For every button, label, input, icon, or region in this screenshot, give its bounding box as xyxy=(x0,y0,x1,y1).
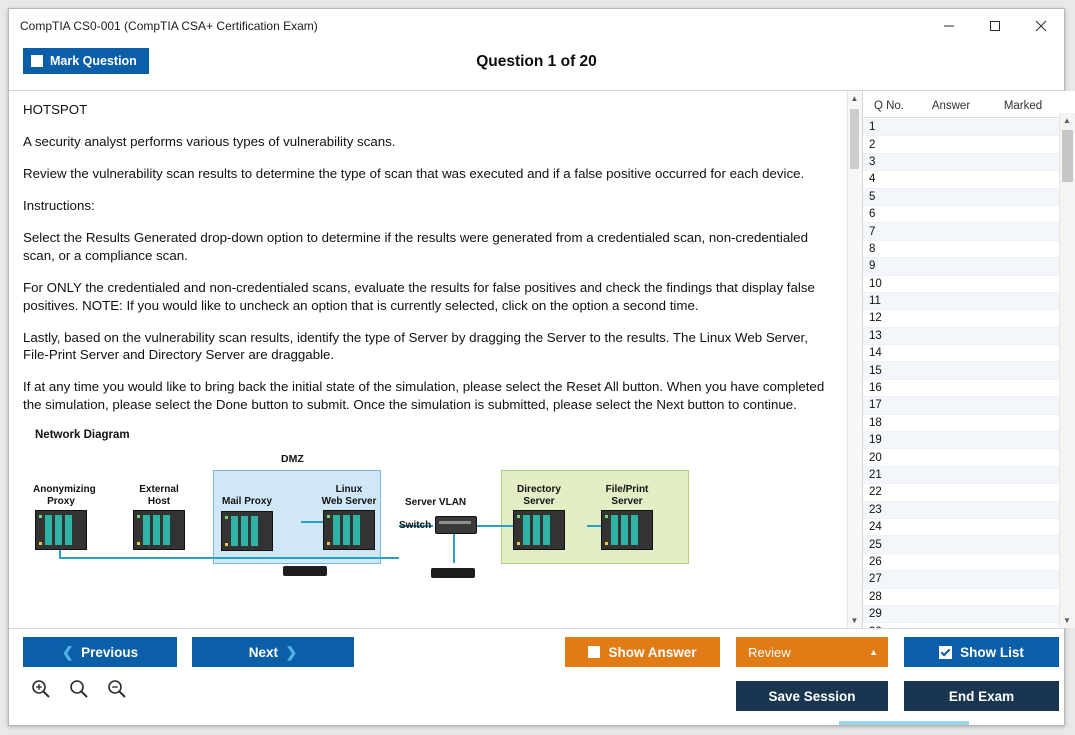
table-row[interactable] xyxy=(863,397,1060,414)
table-row[interactable] xyxy=(863,449,1060,466)
cell-qno: 9 xyxy=(869,260,876,273)
diagram-node-directory-server[interactable] xyxy=(511,484,567,550)
cell-qno: 18 xyxy=(869,416,882,429)
question-paragraph-1: A security analyst performs various types of vulnerability scans. xyxy=(23,133,396,149)
question-paragraph-5: For ONLY the credentialed and non-credentialed scans, evaluate the results for false positives and check the findings that display false positives. NOTE: If you would like to uncheck an option that is currently selected, click on the option a second time. xyxy=(23,279,815,313)
minimize-icon[interactable] xyxy=(926,10,972,42)
show-answer-label: Show Answer xyxy=(608,644,697,660)
server-icon xyxy=(35,510,87,550)
node-label-linux-web-server: Linux Web Server xyxy=(321,484,377,507)
diagram-node-linux-web-server[interactable] xyxy=(321,484,377,550)
table-row[interactable] xyxy=(863,258,1060,275)
save-session-button[interactable] xyxy=(736,681,888,711)
cell-qno: 24 xyxy=(869,521,882,534)
question-list-rows[interactable] xyxy=(863,119,1060,628)
cell-qno: 19 xyxy=(869,434,882,447)
zoom-out-icon[interactable] xyxy=(107,679,127,704)
table-row[interactable] xyxy=(863,502,1060,519)
cell-qno: 17 xyxy=(869,399,882,412)
exam-window xyxy=(8,8,1071,726)
table-row[interactable] xyxy=(863,432,1060,449)
cell-qno: 13 xyxy=(869,329,882,342)
dmz-label: DMZ xyxy=(281,453,304,466)
content-scroll-down-icon[interactable]: ▼ xyxy=(850,616,859,625)
table-row[interactable] xyxy=(863,276,1060,293)
cell-qno: 3 xyxy=(869,155,876,168)
content-scroll-up-icon[interactable]: ▲ xyxy=(850,94,859,103)
table-row[interactable] xyxy=(863,154,1060,171)
table-row[interactable] xyxy=(863,519,1060,536)
zoom-controls xyxy=(31,679,127,704)
cell-qno: 15 xyxy=(869,364,882,377)
review-label: Review xyxy=(748,644,791,660)
diagram-node-mail-proxy[interactable] xyxy=(219,496,275,551)
column-header-marked: Marked xyxy=(1003,100,1043,112)
previous-button[interactable] xyxy=(23,637,177,667)
cell-qno: 6 xyxy=(869,208,876,221)
cell-qno: 26 xyxy=(869,555,882,568)
end-exam-label: End Exam xyxy=(948,688,1015,704)
chevron-down-icon: ▲ xyxy=(869,647,878,657)
show-answer-button[interactable] xyxy=(565,637,720,667)
node-label-external-host: External Host xyxy=(139,484,179,507)
column-header-qno: Q No. xyxy=(873,100,905,112)
title-bar xyxy=(9,9,1064,42)
question-paragraph-3: Instructions: xyxy=(23,197,95,213)
qlist-scroll-down-icon[interactable]: ▼ xyxy=(1063,616,1071,625)
cell-qno: 20 xyxy=(869,451,882,464)
chevron-left-icon: ❮ xyxy=(61,643,74,660)
diagram-line xyxy=(453,533,455,563)
table-row[interactable] xyxy=(863,241,1060,258)
content-scrollbar[interactable] xyxy=(847,91,862,628)
diagram-node-external-host[interactable] xyxy=(131,484,187,550)
table-row[interactable] xyxy=(863,206,1060,223)
mark-question-label: Mark Question xyxy=(50,54,137,68)
laptop-icon xyxy=(431,568,475,578)
qlist-scroll-thumb[interactable] xyxy=(1062,130,1073,182)
cell-qno: 25 xyxy=(869,538,882,551)
show-answer-checkbox[interactable] xyxy=(588,646,600,658)
table-row[interactable] xyxy=(863,171,1060,188)
cell-qno: 23 xyxy=(869,503,882,516)
show-list-checkbox[interactable] xyxy=(939,646,952,659)
diagram-line xyxy=(59,557,399,559)
server-icon xyxy=(221,511,273,551)
table-row[interactable] xyxy=(863,328,1060,345)
node-label-anonymizing-proxy: Anonymizing Proxy xyxy=(33,484,96,507)
next-label: Next xyxy=(248,644,278,660)
chevron-right-icon: ❯ xyxy=(285,643,298,660)
table-row[interactable] xyxy=(863,536,1060,553)
question-list-panel xyxy=(862,91,1075,628)
review-dropdown[interactable] xyxy=(736,637,888,667)
node-label-mail-proxy: Mail Proxy xyxy=(221,496,273,508)
table-row[interactable] xyxy=(863,293,1060,310)
table-row[interactable] xyxy=(863,189,1060,206)
network-diagram xyxy=(23,428,833,598)
table-row[interactable] xyxy=(863,415,1060,432)
laptop-icon xyxy=(283,566,327,576)
server-icon xyxy=(601,510,653,550)
table-row[interactable] xyxy=(863,484,1060,501)
page-title: Question 1 of 20 xyxy=(476,53,597,70)
table-row[interactable] xyxy=(863,136,1060,153)
show-list-label: Show List xyxy=(960,644,1024,660)
cell-qno: 11 xyxy=(869,295,881,308)
diagram-node-file-print-server[interactable] xyxy=(599,484,655,550)
show-list-button[interactable] xyxy=(904,637,1059,667)
cell-qno: 16 xyxy=(869,382,882,395)
previous-label: Previous xyxy=(81,644,139,660)
table-row[interactable] xyxy=(863,554,1060,571)
content-scroll-thumb[interactable] xyxy=(850,109,859,169)
zoom-reset-icon[interactable] xyxy=(69,679,89,704)
table-row[interactable] xyxy=(863,119,1060,136)
column-header-answer: Answer xyxy=(931,100,971,112)
save-session-label: Save Session xyxy=(768,688,856,704)
qlist-scroll-up-icon[interactable]: ▲ xyxy=(1063,116,1071,125)
switch-icon xyxy=(435,516,477,534)
question-paragraph-6: Lastly, based on the vulnerability scan results, identify the type of Server by dragging the Server to the results. The Linux Web Server, File-Print Server and Directory Server are draggable. xyxy=(23,329,808,363)
node-label-file-print-server: File/Print Server xyxy=(605,484,649,507)
table-row[interactable] xyxy=(863,223,1060,240)
maximize-icon[interactable] xyxy=(972,10,1018,42)
cell-qno: 10 xyxy=(869,277,882,290)
question-heading: HOTSPOT xyxy=(23,102,88,117)
table-row[interactable] xyxy=(863,606,1060,623)
cell-qno: 7 xyxy=(869,225,876,238)
window-title: CompTIA CS0-001 (CompTIA CSA+ Certification Exam) xyxy=(20,18,318,33)
question-paragraph-7: If at any time you would like to bring back the initial state of the simulation, please select the Reset All button. When you have completed the simulation, please select the Done button to submit. Once the simulation is submitted, please select the Next button to continue. xyxy=(23,379,825,413)
table-row[interactable] xyxy=(863,467,1060,484)
question-list-scrollbar[interactable] xyxy=(1059,113,1075,628)
table-row[interactable] xyxy=(863,589,1060,606)
exam-header xyxy=(9,42,1064,91)
table-row[interactable] xyxy=(863,345,1060,362)
cell-qno: 4 xyxy=(869,173,876,186)
status-underline xyxy=(839,721,969,725)
server-icon xyxy=(133,510,185,550)
question-content xyxy=(9,91,847,628)
network-diagram-title: Network Diagram xyxy=(35,429,130,442)
cell-qno: 29 xyxy=(869,608,882,621)
cell-qno: 2 xyxy=(869,138,876,151)
server-icon xyxy=(513,510,565,550)
cell-qno: 5 xyxy=(869,190,876,203)
cell-qno: 21 xyxy=(869,469,882,481)
table-row[interactable] xyxy=(863,380,1060,397)
end-exam-button[interactable] xyxy=(904,681,1059,711)
question-paragraph-2: Review the vulnerability scan results to determine the type of scan that was executed and if a false positive occurred for each device. xyxy=(23,165,805,181)
cell-qno: 27 xyxy=(869,573,882,586)
cell-qno: 8 xyxy=(869,242,876,255)
cell-qno: 22 xyxy=(869,486,882,499)
cell-qno: 14 xyxy=(869,347,882,360)
next-button[interactable] xyxy=(192,637,354,667)
cell-qno: 1 xyxy=(869,121,876,134)
server-vlan-label: Server VLAN xyxy=(405,497,467,509)
table-row[interactable] xyxy=(863,310,1060,327)
server-icon xyxy=(323,510,375,550)
table-row[interactable] xyxy=(863,362,1060,379)
cell-qno: 12 xyxy=(869,312,882,325)
zoom-in-icon[interactable] xyxy=(31,679,51,704)
switch-label: Switch xyxy=(399,520,432,532)
node-label-directory-server: Directory Server xyxy=(517,484,561,507)
exam-footer xyxy=(9,628,1064,725)
close-icon[interactable] xyxy=(1018,10,1064,42)
diagram-node-anonymizing-proxy[interactable] xyxy=(33,484,96,550)
question-list-header xyxy=(863,91,1075,118)
table-row[interactable] xyxy=(863,571,1060,588)
exam-body xyxy=(9,91,1071,628)
question-paragraph-4: Select the Results Generated drop-down option to determine if the results were generated from a credentialed scan, non-credentialed scan, or a compliance scan. xyxy=(23,229,808,263)
cell-qno: 28 xyxy=(869,590,882,603)
